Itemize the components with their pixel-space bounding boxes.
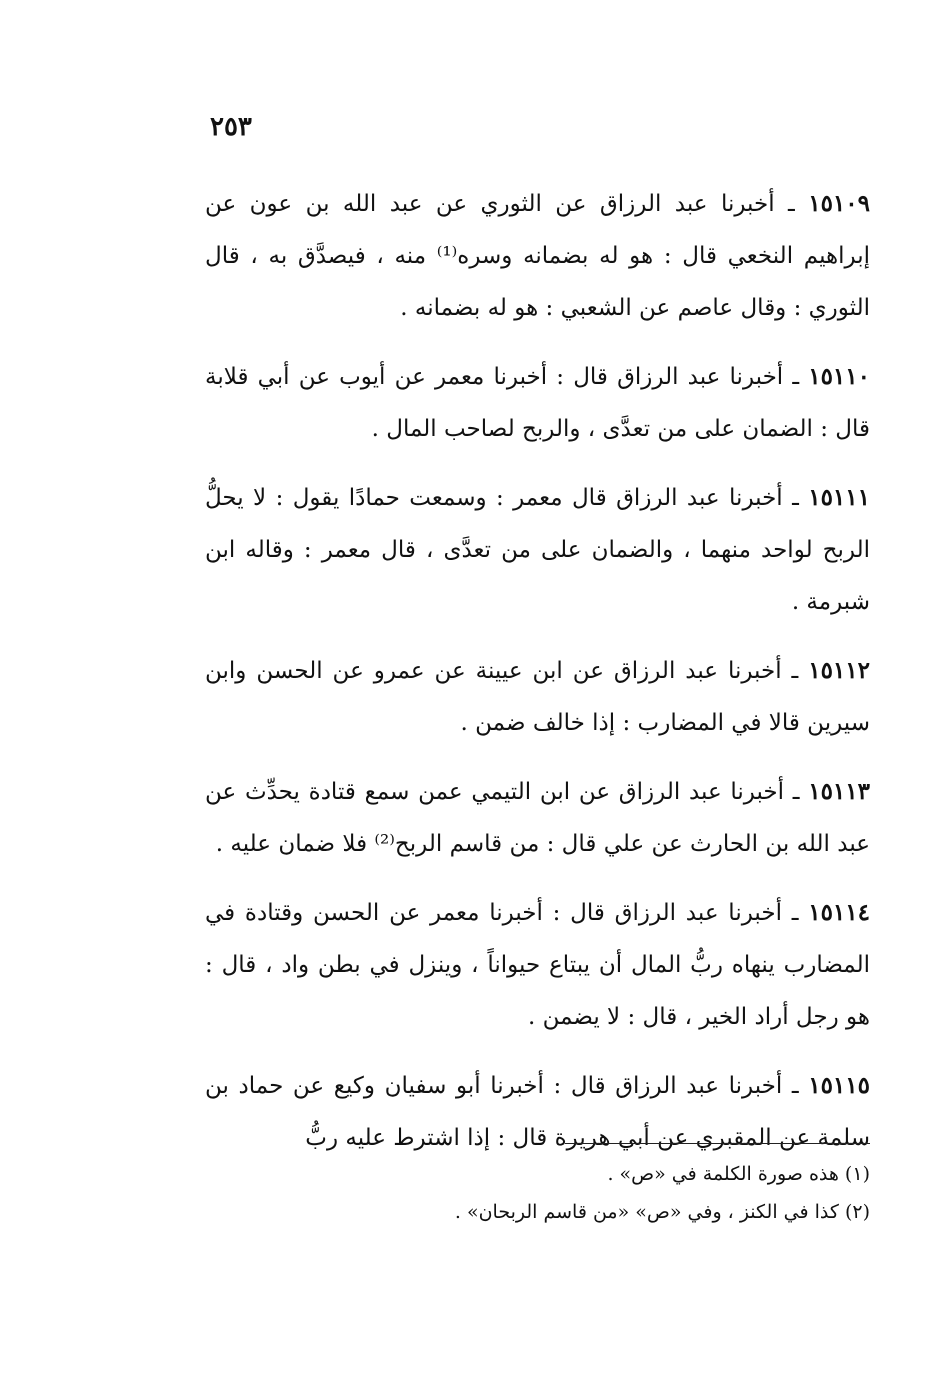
hadith-text: ـ أخبرنا عبد الرزاق قال : أخبرنا أبو سفيان وكيع عن حماد بن سلمة عن المقبري عن أبي هريرة قال : إذا اشترط عليه ربُّ (205, 1073, 870, 1151)
page-number: ٢٥٣ (210, 112, 252, 142)
hadith-entry (205, 351, 870, 455)
hadith-number: ١٥١١٤ (808, 899, 870, 926)
hadith-entry (205, 178, 870, 334)
hadith-entry (205, 1060, 870, 1164)
hadith-text: ـ أخبرنا عبد الرزاق قال معمر : وسمعت حمادًا يقول : لا يحلُّ الربح لواحد منهما ، والضمان على من تعدَّى ، قال معمر : وقاله ابن شبرمة . (205, 485, 870, 615)
hadith-text: ـ أخبرنا عبد الرزاق عن الثوري عن عبد الله بن عون عن إبراهيم النخعي قال : هو له بضمانه وسره⁽¹⁾ منه ، فيصدَّق به ، قال الثوري : وقال عاصم عن الشعبي : هو له بضمانه . (205, 191, 871, 321)
hadith-entries (205, 178, 870, 1181)
footnotes (205, 1155, 870, 1231)
hadith-entry (205, 645, 870, 749)
hadith-entry (205, 472, 870, 628)
hadith-text: ـ أخبرنا عبد الرزاق عن ابن التيمي عمن سمع قتادة يحدِّث عن عبد الله بن الحارث عن علي قال : من قاسم الربح⁽²⁾ فلا ضمان عليه . (205, 779, 870, 857)
hadith-text: ـ أخبرنا عبد الرزاق قال : أخبرنا معمر عن الحسن وقتادة في المضارب ينهاه ربُّ المال أن يبتاع حيواناً ، وينزل في بطن واد ، قال : هو رجل أراد الخير ، قال : لا يضمن . (205, 900, 870, 1030)
hadith-text: ـ أخبرنا عبد الرزاق عن ابن عيينة عن عمرو عن الحسن وابن سيرين قالا في المضارب : إذا خالف ضمن . (205, 658, 870, 736)
hadith-number: ١٥١١٠ (808, 363, 870, 390)
hadith-number: ١٥١١٢ (808, 657, 870, 684)
hadith-number: ١٥١١٥ (808, 1072, 870, 1099)
hadith-text: ـ أخبرنا عبد الرزاق قال : أخبرنا معمر عن أيوب عن أبي قلابة قال : الضمان على من تعدَّى ، والربح لصاحب المال . (205, 364, 870, 442)
hadith-number: ١٥١١١ (808, 484, 870, 511)
hadith-number: ١٥١٠٩ (808, 190, 870, 217)
footnote-divider (565, 1143, 870, 1144)
footnote: (٢) كذا في الكنز ، وفي «ص» «من قاسم الربحان» . (454, 1201, 870, 1223)
footnote: (١) هذه صورة الكلمة في «ص» . (607, 1163, 870, 1185)
hadith-number: ١٥١١٣ (808, 778, 870, 805)
hadith-entry (205, 887, 870, 1043)
hadith-entry (205, 766, 870, 870)
